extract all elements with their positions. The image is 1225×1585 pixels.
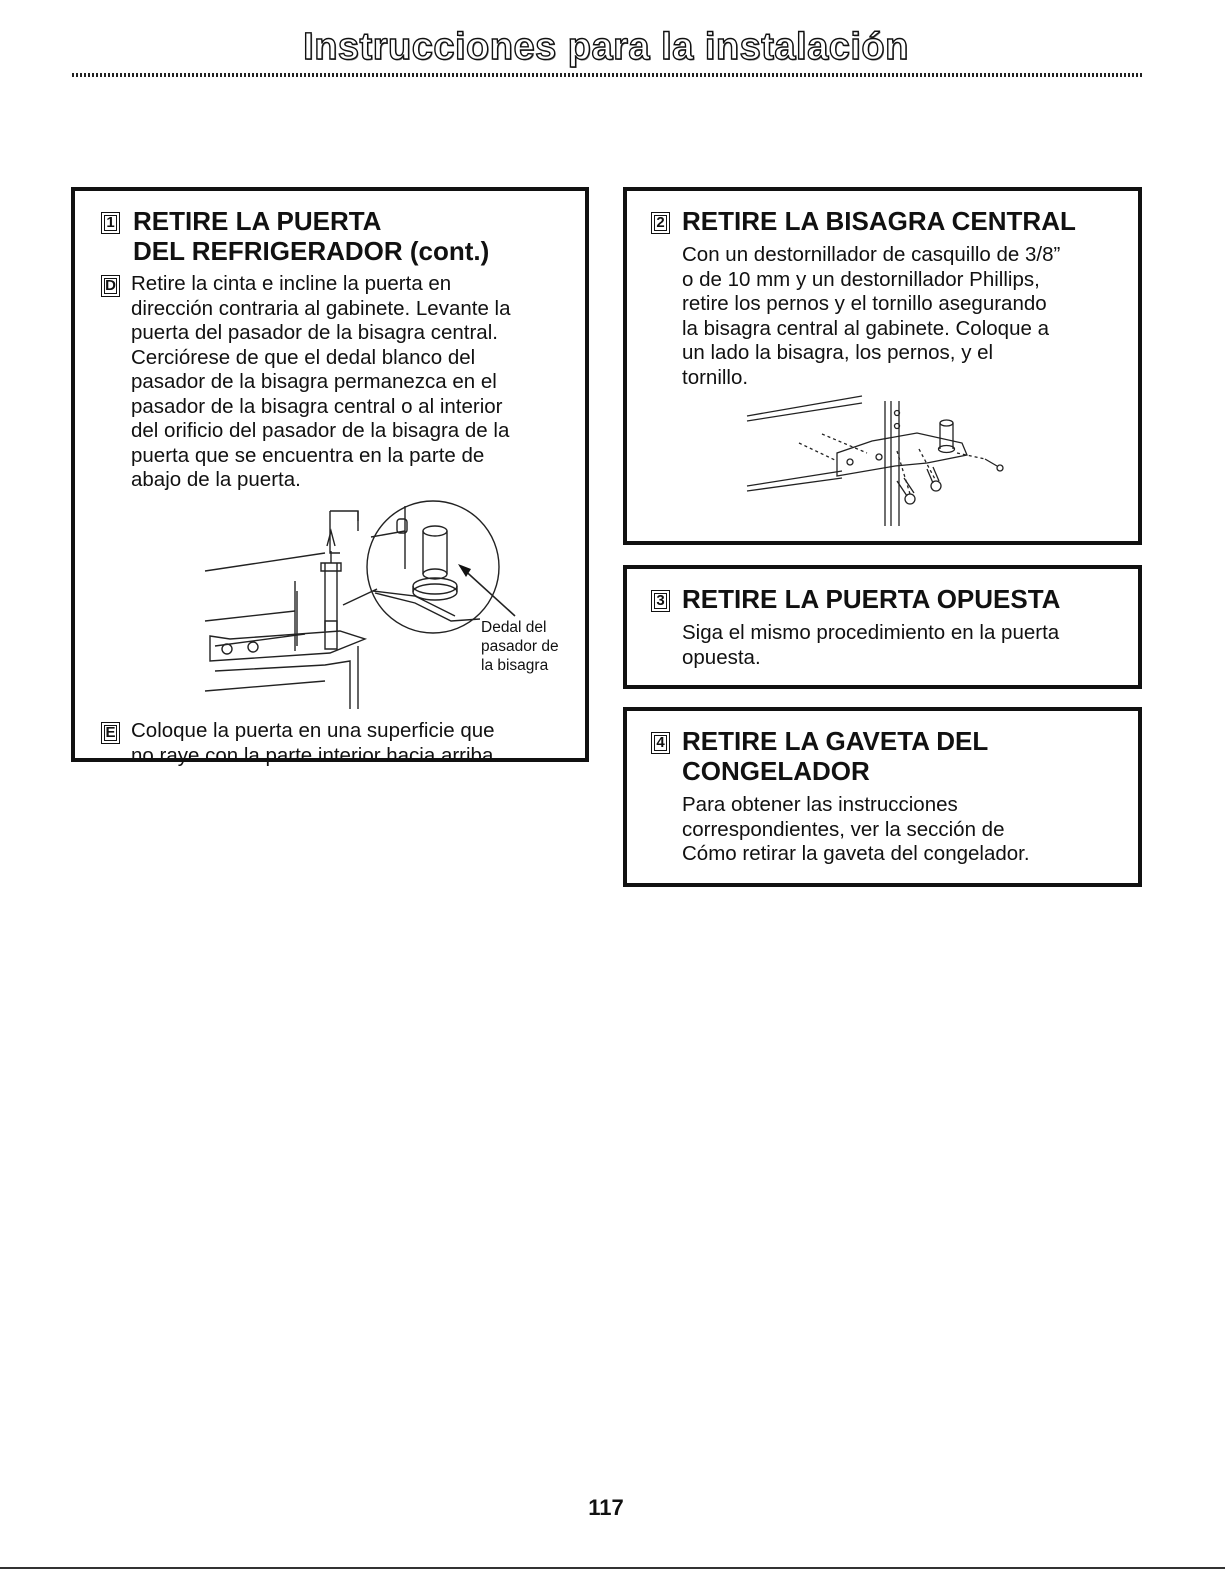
section-text: Siga el mismo procedimiento en la puerta opuesta. <box>682 621 1060 669</box>
section-heading-line1: RETIRE LA PUERTA <box>133 206 382 236</box>
step-d-text: Retire la cinta e incline la puerta en dirección contraria al gabinete. Levante la puerta del pasador de la bisagra central. Cerciórese de que el dedal blanco del pasador de la bisagra permanezca en el pasador de la bisagra central o al interior del orificio del pasador de la bisagra de la puerta que se encuentra en la parte de abajo de la puerta. <box>131 272 511 491</box>
page-number: 117 <box>588 1495 624 1520</box>
title-dotted-rule <box>72 73 1142 77</box>
step-e-text: Coloque la puerta en una superficie que no raye con la parte interior hacia arriba. <box>131 719 500 767</box>
section-heading: RETIRE LA PUERTA OPUESTA <box>682 584 1061 614</box>
section-heading-line2: CONGELADOR <box>682 756 870 786</box>
section-heading-line2: DEL REFRIGERADOR (cont.) <box>133 236 490 266</box>
page-title: Instrucciones para la instalación <box>303 26 909 68</box>
section-text: Para obtener las instrucciones correspondientes, ver la sección de Cómo retirar la gaveta del congelador. <box>682 793 1030 865</box>
section-heading-line1: RETIRE LA GAVETA DEL <box>682 726 989 756</box>
section-heading: RETIRE LA BISAGRA CENTRAL <box>682 206 1076 236</box>
step-letter-badge-d: D <box>101 275 120 297</box>
section-remove-opposite-door <box>623 565 1142 689</box>
section-remove-center-hinge <box>623 187 1142 545</box>
section-remove-freezer-drawer <box>623 707 1142 887</box>
step-number-badge: 4 <box>651 732 670 754</box>
bottom-rule <box>0 1567 1225 1569</box>
step-number-badge: 3 <box>651 590 670 612</box>
hinge-pin-cap-callout: Dedal del pasador de la bisagra <box>481 619 559 674</box>
step-letter-badge-e: E <box>101 722 120 744</box>
hinge-pin-illustration <box>75 191 585 761</box>
step-number-badge: 2 <box>651 212 670 234</box>
section-remove-fridge-door <box>71 187 589 767</box>
section-text: Con un destornillador de casquillo de 3/8” o de 10 mm y un destornillador Phillips, retire los pernos y el tornillo asegurando la bisagra central al gabinete. Coloque a un lado la bisagra, los pernos, y el tornillo. <box>682 243 1061 389</box>
step-number-badge: 1 <box>101 212 120 234</box>
center-hinge-illustration <box>627 191 1139 541</box>
